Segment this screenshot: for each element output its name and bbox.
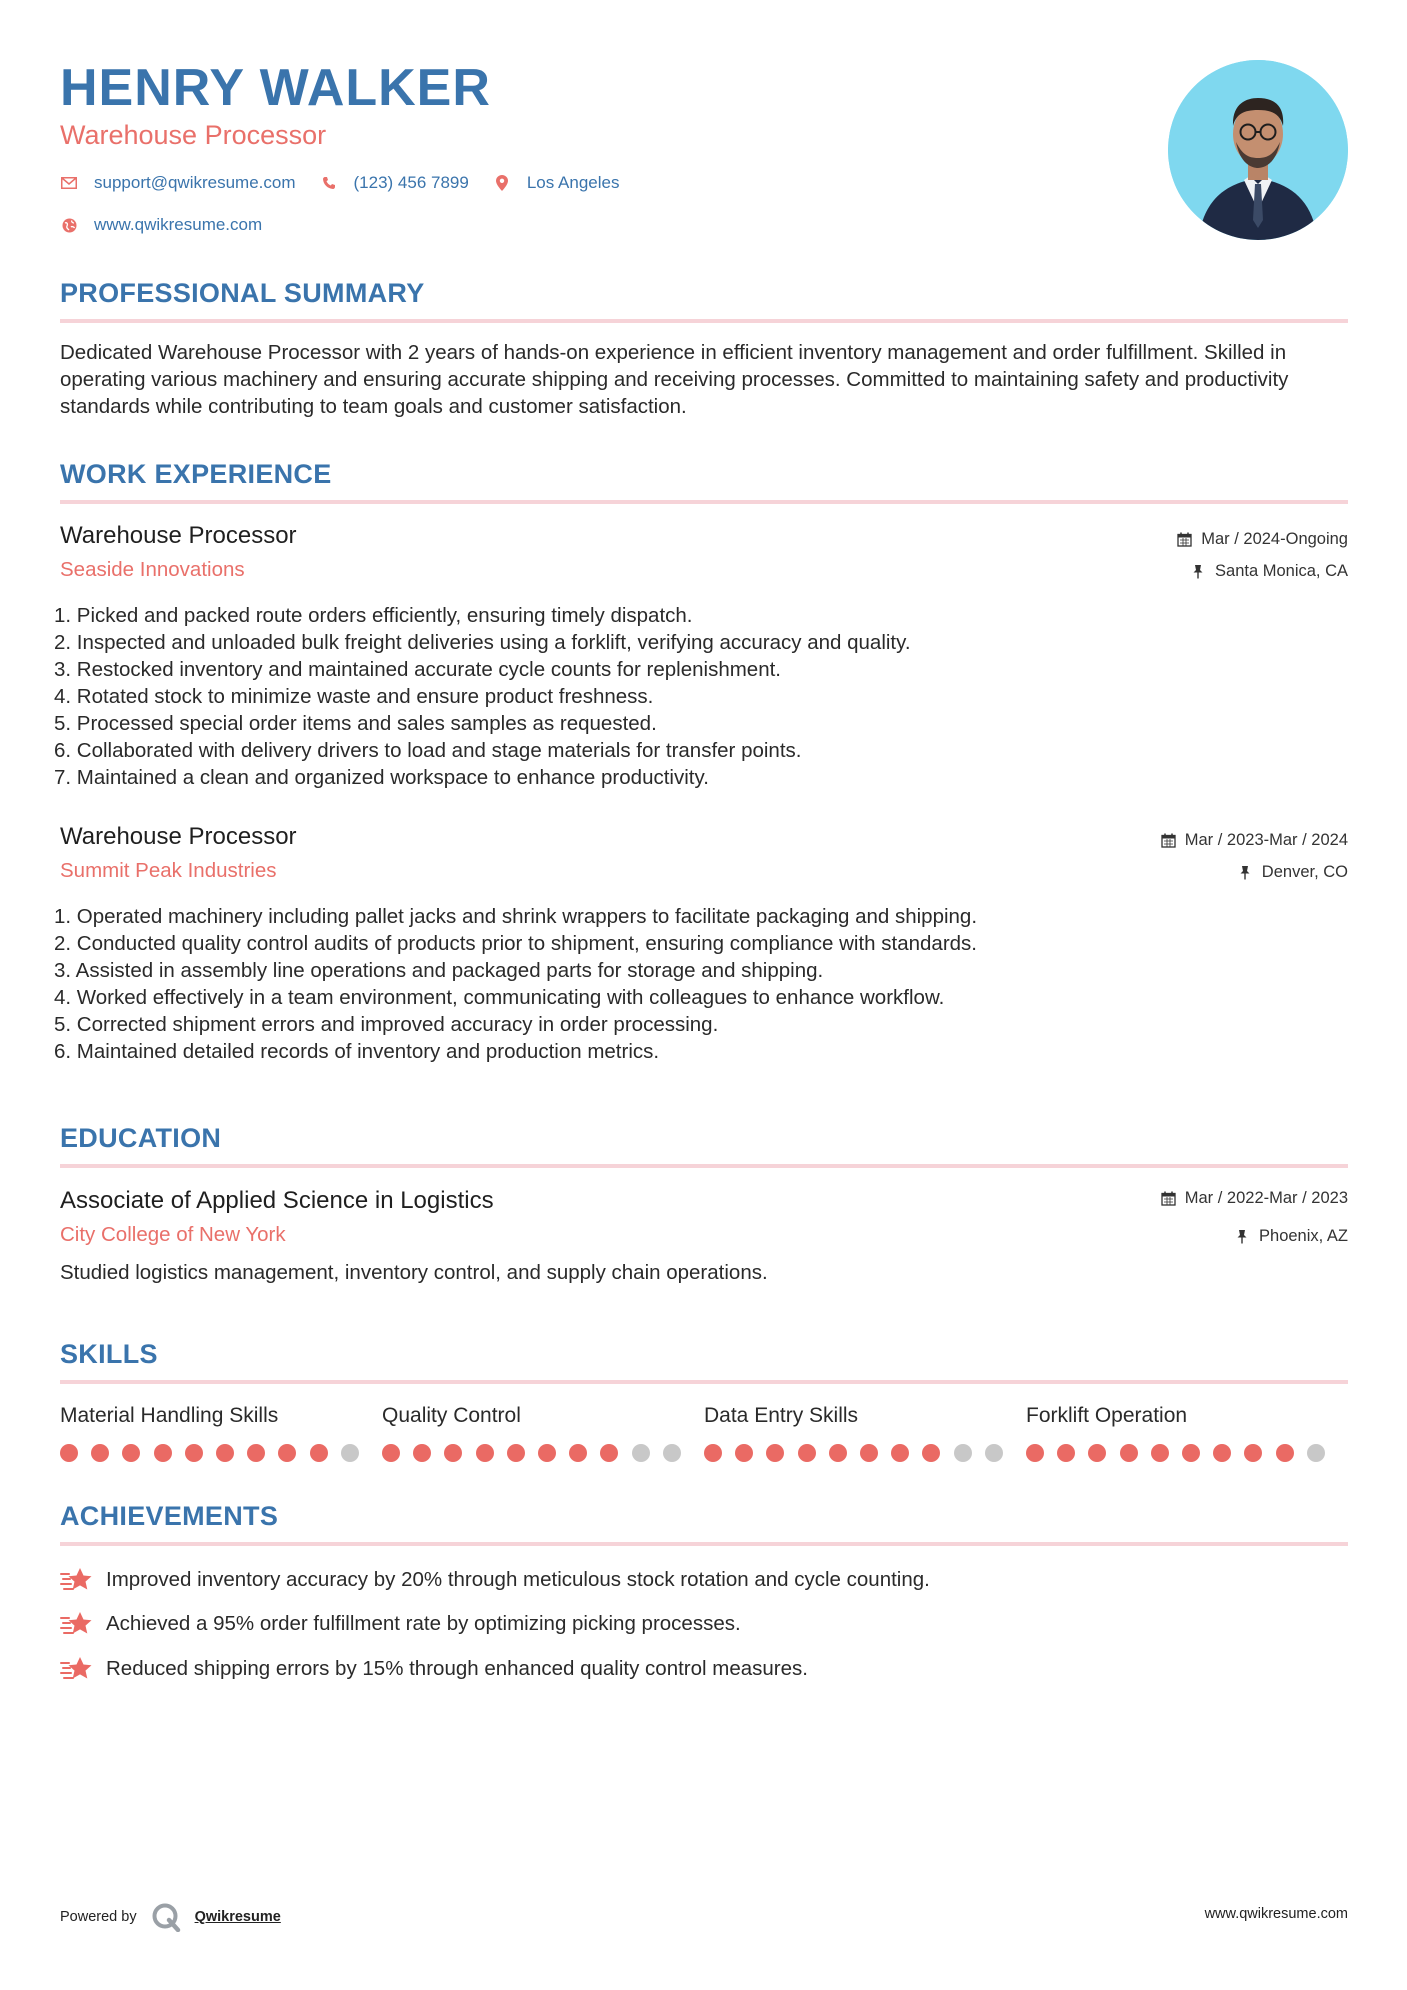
rating-dot-filled — [154, 1444, 172, 1462]
list-item: 5. Processed special order items and sales samples as requested. — [54, 712, 657, 735]
achievement-item — [60, 1655, 808, 1683]
rating-dot-filled — [860, 1444, 878, 1462]
school-name: City College of New York — [60, 1223, 286, 1246]
contact-website[interactable] — [60, 215, 262, 235]
rating-dot-empty — [954, 1444, 972, 1462]
achievements-heading: ACHIEVEMENTS — [60, 1501, 279, 1531]
rating-dot-empty — [663, 1444, 681, 1462]
education-heading: EDUCATION — [60, 1123, 222, 1153]
skill-rating — [1026, 1444, 1348, 1462]
list-item: 6. Maintained detailed records of inventory and production metrics. — [54, 1040, 660, 1063]
education-description: Studied logistics management, inventory control, and supply chain operations. — [60, 1261, 768, 1284]
resume-page — [54, 0, 1348, 1990]
email-text: support@qwikresume.com — [94, 173, 296, 192]
skills-heading: SKILLS — [60, 1339, 158, 1369]
rating-dot-filled — [278, 1444, 296, 1462]
achievements-section — [60, 1501, 1348, 1546]
job-title: Warehouse Processor — [60, 823, 297, 850]
star-icon — [60, 1610, 94, 1638]
calendar-icon — [1177, 532, 1193, 548]
summary-heading: PROFESSIONAL SUMMARY — [60, 278, 425, 308]
contact-email[interactable] — [60, 173, 296, 193]
achievement-item — [60, 1610, 741, 1638]
list-item: 4. Worked effectively in a team environment, communicating with colleagues to enhance workflow. — [54, 986, 945, 1009]
map-pin-icon — [493, 174, 511, 192]
calendar-icon — [1161, 833, 1177, 849]
list-item: 1. Picked and packed route orders efficiently, ensuring timely dispatch. — [54, 604, 693, 627]
skill-rating — [704, 1444, 1026, 1462]
rating-dot-filled — [735, 1444, 753, 1462]
qwikresume-link[interactable]: Qwikresume — [194, 1909, 281, 1925]
list-item: 3. Restocked inventory and maintained accurate cycle counts for replenishment. — [54, 658, 781, 681]
rating-dot-filled — [1120, 1444, 1138, 1462]
achievement-item — [60, 1566, 930, 1594]
degree-name: Associate of Applied Science in Logistics — [60, 1187, 494, 1214]
calendar-icon — [1161, 1191, 1177, 1207]
skill-name: Material Handling Skills — [60, 1404, 279, 1427]
list-item: 2. Inspected and unloaded bulk freight deliveries using a forklift, verifying accuracy and quality. — [54, 631, 911, 654]
footer-powered-by — [60, 1902, 281, 1932]
job-location — [1191, 562, 1348, 581]
rating-dot-filled — [704, 1444, 722, 1462]
rating-dot-filled — [310, 1444, 328, 1462]
rating-dot-filled — [600, 1444, 618, 1462]
contact-location — [493, 173, 620, 193]
skill-name: Quality Control — [382, 1404, 521, 1427]
skill-name: Forklift Operation — [1026, 1404, 1188, 1427]
experience-heading: WORK EXPERIENCE — [60, 459, 332, 489]
experience-section — [60, 459, 1348, 504]
rating-dot-filled — [185, 1444, 203, 1462]
summary-text: Dedicated Warehouse Processor with 2 years of hands-on experience in efficient inventory management and order fulfillment. Skilled in operating various machinery and ensuring accurate shipping and receiving processes. Committed to maintaining safety and productivity standards while contributing to team goals and customer satisfaction. — [60, 341, 1289, 418]
rating-dot-filled — [922, 1444, 940, 1462]
rating-dot-filled — [1182, 1444, 1200, 1462]
section-divider — [60, 1542, 1348, 1546]
envelope-icon — [60, 174, 78, 192]
rating-dot-filled — [1213, 1444, 1231, 1462]
list-item: 7. Maintained a clean and organized workspace to enhance productivity. — [54, 766, 709, 789]
job-date-text: Mar / 2024-Ongoing — [1201, 530, 1348, 548]
footer-site[interactable]: www.qwikresume.com — [1204, 1906, 1348, 1922]
job-date-text: Mar / 2023-Mar / 2024 — [1184, 831, 1348, 849]
rating-dot-filled — [766, 1444, 784, 1462]
pushpin-icon — [1235, 1229, 1251, 1245]
rating-dot-filled — [476, 1444, 494, 1462]
list-item: 3. Assisted in assembly line operations and packaged parts for storage and shipping. — [54, 959, 824, 982]
achievement-text: Improved inventory accuracy by 20% through meticulous stock rotation and cycle counting. — [106, 1568, 930, 1591]
rating-dot-empty — [985, 1444, 1003, 1462]
rating-dot-filled — [247, 1444, 265, 1462]
globe-icon — [60, 216, 78, 234]
job-company: Seaside Innovations — [60, 558, 245, 581]
star-icon — [60, 1566, 94, 1594]
website-text: www.qwikresume.com — [94, 215, 263, 234]
phone-icon — [320, 174, 338, 192]
skills-list — [60, 1404, 1348, 1462]
rating-dot-empty — [1307, 1444, 1325, 1462]
rating-dot-filled — [507, 1444, 525, 1462]
rating-dot-filled — [1088, 1444, 1106, 1462]
skill-rating — [60, 1444, 382, 1462]
rating-dot-filled — [413, 1444, 431, 1462]
skill-rating — [382, 1444, 704, 1462]
skill-item — [382, 1404, 704, 1462]
phone-text: (123) 456 7899 — [353, 173, 469, 192]
rating-dot-filled — [569, 1444, 587, 1462]
skill-item — [704, 1404, 1026, 1462]
job-company: Summit Peak Industries — [60, 859, 277, 882]
powered-by-text: Powered by — [60, 1909, 137, 1925]
rating-dot-filled — [1026, 1444, 1044, 1462]
list-item: 1. Operated machinery including pallet jacks and shrink wrappers to facilitate packaging and shipping. — [54, 905, 978, 928]
candidate-name: HENRY WALKER — [60, 59, 491, 117]
pushpin-icon — [1191, 564, 1207, 580]
education-section — [60, 1123, 1348, 1168]
contact-row-website — [60, 215, 286, 235]
location-text: Los Angeles — [526, 173, 620, 192]
section-divider — [60, 500, 1348, 504]
job-date — [1177, 530, 1348, 549]
rating-dot-filled — [1057, 1444, 1075, 1462]
achievement-text: Achieved a 95% order fulfillment rate by optimizing picking processes. — [106, 1612, 741, 1635]
skill-name: Data Entry Skills — [704, 1404, 859, 1427]
profile-photo — [1168, 60, 1348, 240]
job-bullets — [54, 903, 977, 1065]
rating-dot-filled — [829, 1444, 847, 1462]
skills-section — [60, 1339, 1348, 1384]
list-item: 5. Corrected shipment errors and improved accuracy in order processing. — [54, 1013, 719, 1036]
skill-item — [1026, 1404, 1348, 1462]
pushpin-icon — [1238, 865, 1254, 881]
list-item: 2. Conducted quality control audits of products prior to shipment, ensuring compliance with standards. — [54, 932, 978, 955]
rating-dot-filled — [216, 1444, 234, 1462]
section-divider — [60, 1164, 1348, 1168]
rating-dot-filled — [1151, 1444, 1169, 1462]
rating-dot-filled — [444, 1444, 462, 1462]
list-item: 4. Rotated stock to minimize waste and ensure product freshness. — [54, 685, 654, 708]
job-location-text: Santa Monica, CA — [1215, 562, 1348, 580]
job-location-text: Denver, CO — [1261, 863, 1348, 881]
list-item: 6. Collaborated with delivery drivers to load and stage materials for transfer points. — [54, 739, 802, 762]
rating-dot-filled — [60, 1444, 78, 1462]
contact-phone[interactable] — [320, 173, 469, 193]
rating-dot-filled — [1244, 1444, 1262, 1462]
rating-dot-filled — [891, 1444, 909, 1462]
job-date — [1161, 831, 1348, 850]
rating-dot-filled — [538, 1444, 556, 1462]
summary-section — [60, 278, 1348, 420]
rating-dot-filled — [382, 1444, 400, 1462]
candidate-title: Warehouse Processor — [60, 120, 327, 150]
job-title: Warehouse Processor — [60, 522, 297, 549]
achievement-text: Reduced shipping errors by 15% through enhanced quality control measures. — [106, 1657, 808, 1680]
education-location-text: Phoenix, AZ — [1259, 1227, 1348, 1245]
education-date-text: Mar / 2022-Mar / 2023 — [1184, 1189, 1348, 1207]
qwikresume-logo-icon — [151, 1902, 181, 1932]
job-bullets — [54, 602, 911, 791]
rating-dot-filled — [798, 1444, 816, 1462]
rating-dot-filled — [91, 1444, 109, 1462]
skill-item — [60, 1404, 382, 1462]
section-divider — [60, 1380, 1348, 1384]
star-icon — [60, 1655, 94, 1683]
contact-row — [60, 173, 643, 193]
section-divider — [60, 319, 1348, 323]
rating-dot-filled — [1276, 1444, 1294, 1462]
education-date — [1161, 1189, 1348, 1208]
job-location — [1238, 863, 1348, 882]
rating-dot-empty — [341, 1444, 359, 1462]
rating-dot-filled — [122, 1444, 140, 1462]
rating-dot-empty — [632, 1444, 650, 1462]
education-location — [1235, 1227, 1348, 1246]
